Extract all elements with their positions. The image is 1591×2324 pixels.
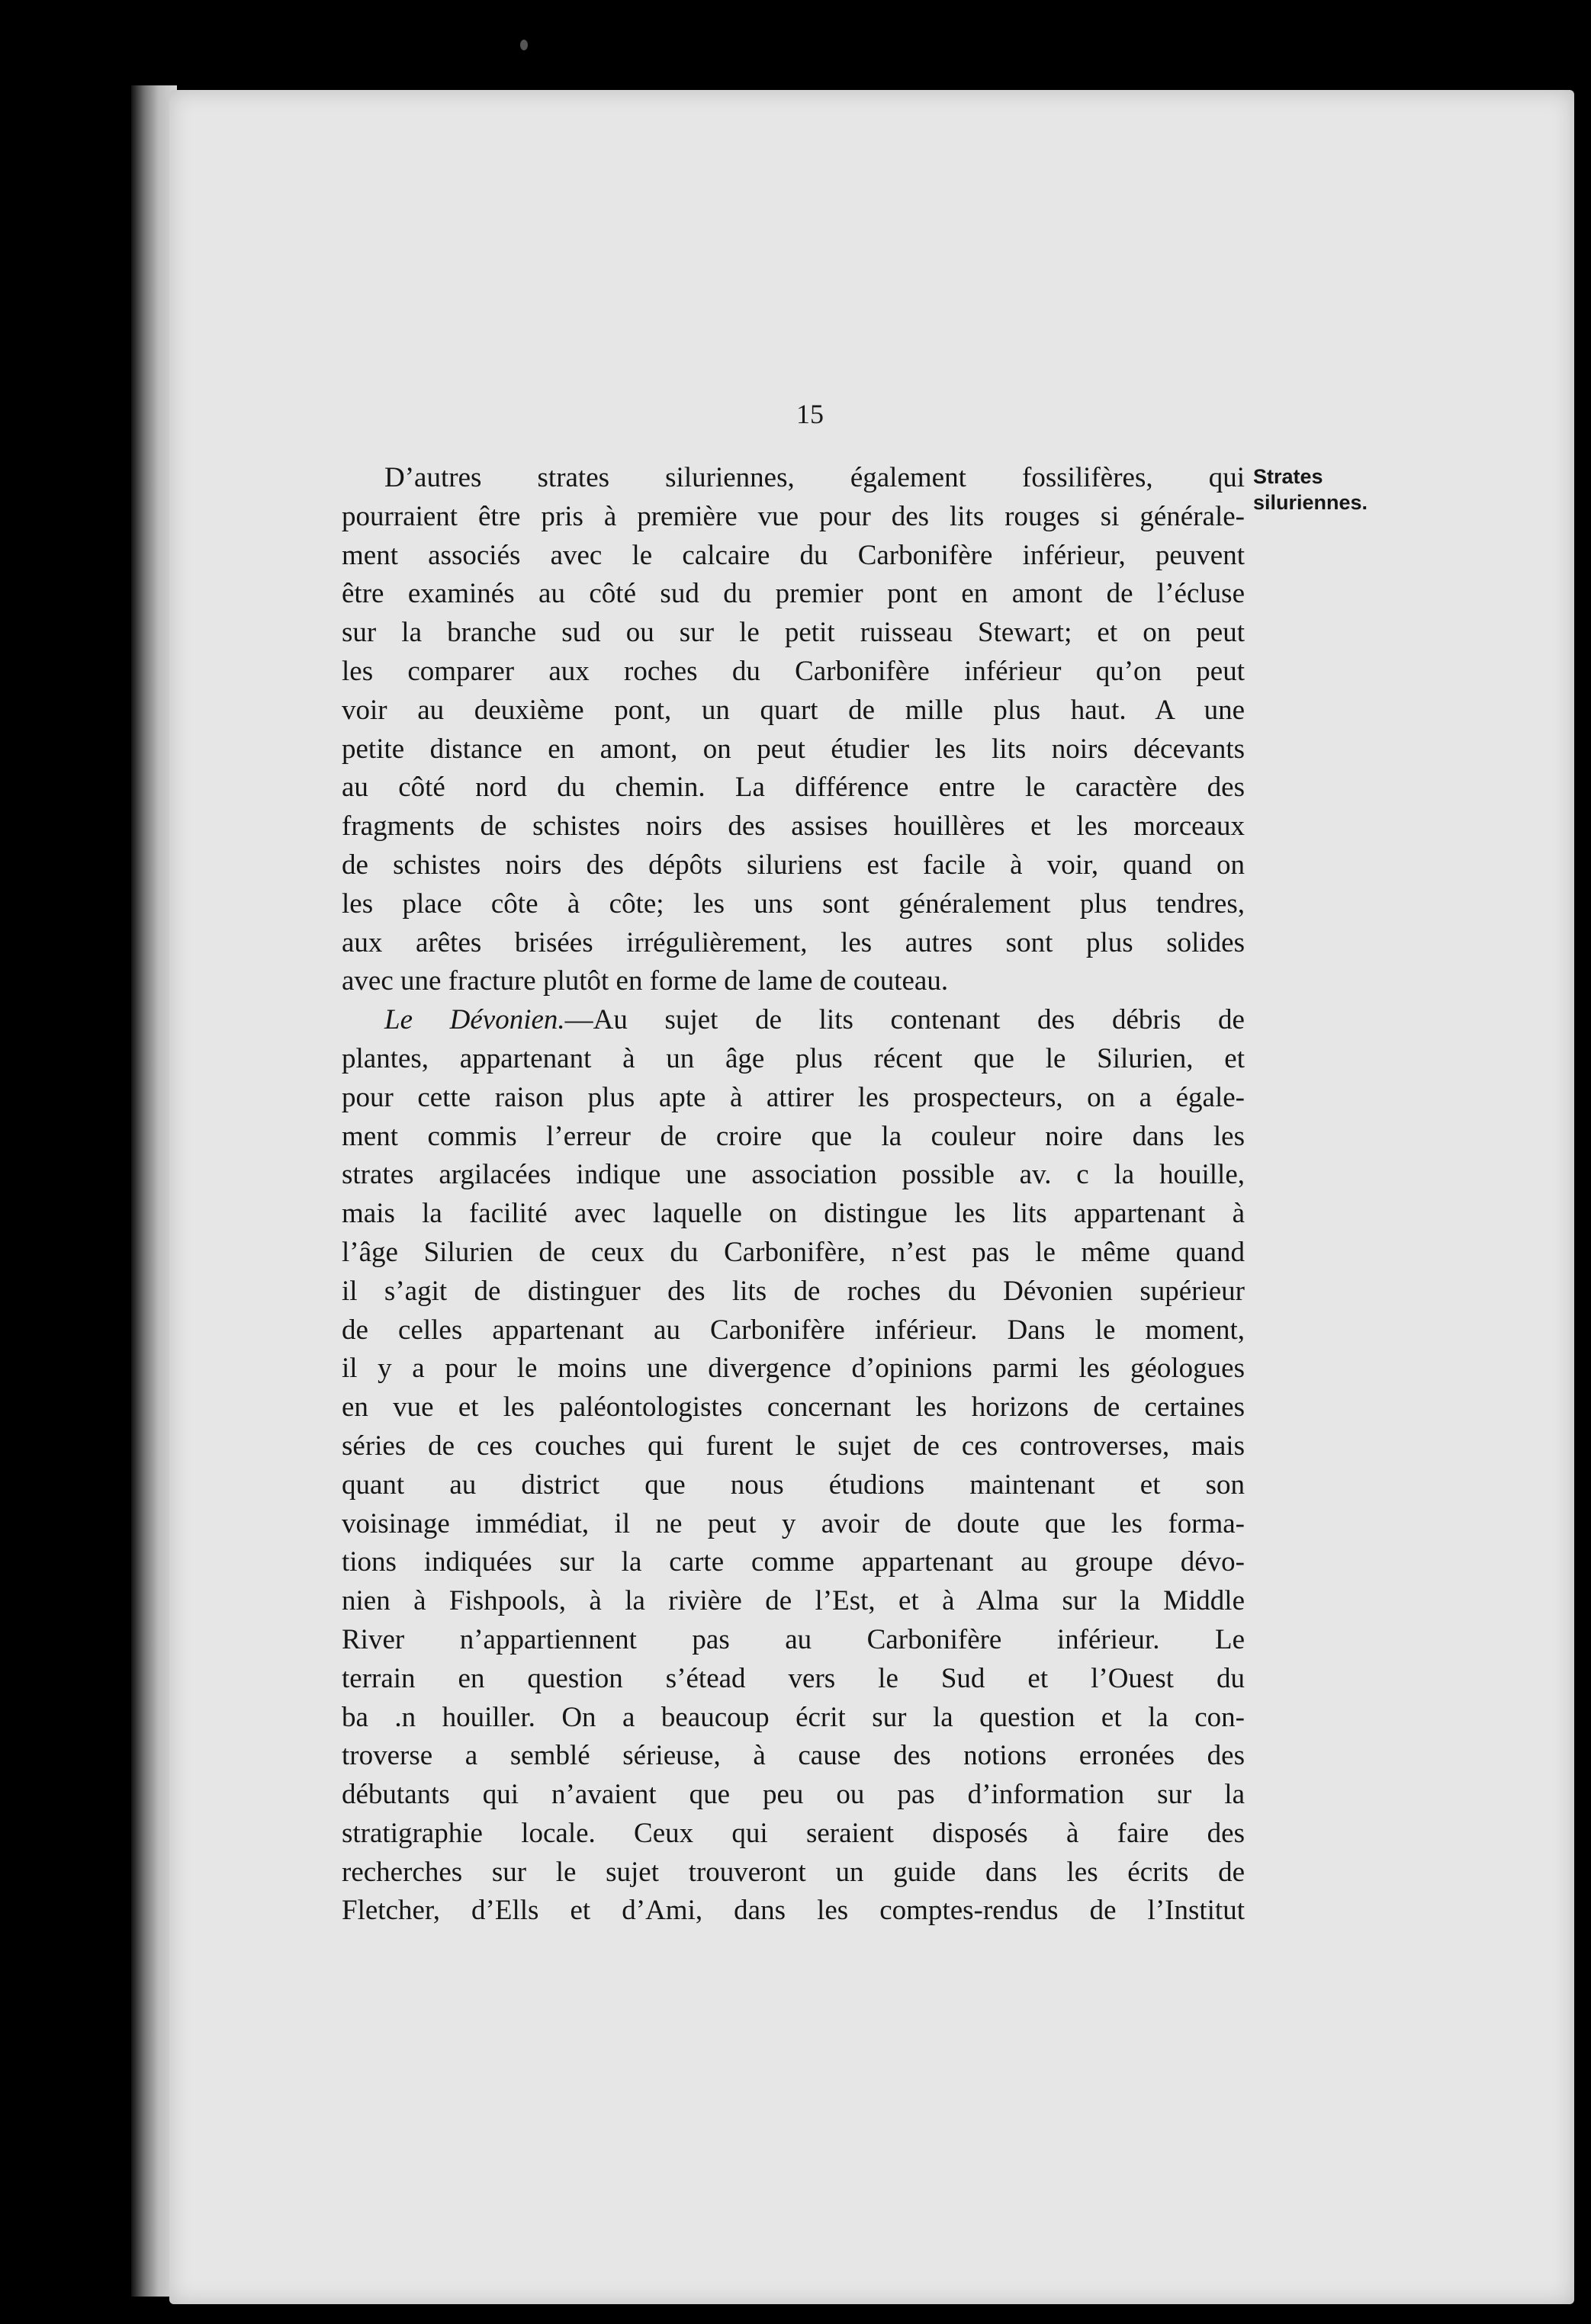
text-line: plantes, appartenant à un âge plus récent que le Silurien, et [342,1042,1245,1074]
text-line: séries de ces couches qui furent le sujet de ces controverses, mais [342,1430,1245,1462]
text-line: fragments de schistes noirs des assises houillères et les morceaux [342,811,1245,843]
section-first-line [342,1001,1245,1040]
text-line: D’autres strates siluriennes, également fossilifères, qui [384,462,1245,493]
text-line: quant au district que nous étudions maintenant et son [342,1469,1245,1501]
text-line: les place côte à côte; les uns sont généralement plus tendres, [342,888,1245,920]
text-line: recherches sur le sujet trouveront un guide dans les écrits de [342,1856,1245,1888]
text-line: au côté nord du chemin. La différence entre le caractère des [342,772,1245,804]
text-line: pourraient être pris à première vue pour des lits rouges si générale- [342,500,1245,532]
text-line: voir au deuxième pont, un quart de mille plus haut. A une [342,694,1245,726]
text-line: River n’appartiennent pas au Carbonifère inférieur. Le [342,1623,1245,1655]
text-line: voisinage immédiat, il ne peut y avoir de doute que les forma- [342,1507,1245,1539]
text-line: stratigraphie locale. Ceux qui seraient disposés à faire des [342,1817,1245,1849]
text-line: petite distance en amont, on peut étudier les lits noirs décevants [342,733,1245,765]
text-line: les comparer aux roches du Carbonifère inférieur qu’on peut [342,655,1245,687]
dust-speck [520,40,528,50]
text-line: sur la branche sud ou sur le petit ruisseau Stewart; et on peut [342,617,1245,649]
text-line: aux arêtes brisées irrégulièrement, les autres sont plus solides [342,926,1245,958]
text-line: strates argilacées indique une association possible av. c la houille, [342,1159,1245,1191]
text-line: l’âge Silurien de ceux du Carbonifère, n’est pas le même quand [342,1236,1245,1268]
margin-note [1253,464,1368,515]
text-line: terrain en question s’étead vers le Sud et l’Ouest du [342,1662,1245,1694]
text-line: de schistes noirs des dépôts siluriens est facile à voir, quand on [342,849,1245,881]
text-line: nien à Fishpools, à la rivière de l’Est, et à Alma sur la Middle [342,1585,1245,1617]
text-line: tions indiquées sur la carte comme appartenant au groupe dévo- [342,1546,1245,1578]
margin-note-line: siluriennes. [1253,491,1368,514]
text-line: débutants qui n’avaient que peu ou pas d’information sur la [342,1779,1245,1811]
text-line: pour cette raison plus apte à attirer les prospecteurs, on a égale- [342,1081,1245,1113]
text-line: ment commis l’erreur de croire que la couleur noire dans les [342,1120,1245,1152]
text-line: être examinés au côté sud du premier pont en amont de l’écluse [342,578,1245,610]
section-heading: Le Dévonien. [384,1004,565,1036]
page-number: 15 [796,399,824,429]
text-line: troverse a semblé sérieuse, à cause des notions erronées des [342,1740,1245,1772]
text-line: il s’agit de distinguer des lits de roches du Dévonien supérieur [342,1275,1245,1307]
text-line: il y a pour le moins une divergence d’opinions parmi les géologues [342,1353,1245,1385]
text-line: avec une fracture plutôt en forme de lame de couteau. [342,965,949,997]
text-line: Fletcher, d’Ells et d’Ami, dans les comptes-rendus de l’Institut [342,1895,1245,1927]
text-line: ment associés avec le calcaire du Carbonifère inférieur, peuvent [342,539,1245,571]
body-text [342,459,1245,1931]
text-line: en vue et les paléontologistes concernant les horizons de certaines [342,1392,1245,1424]
margin-note-line: Strates [1253,465,1323,488]
section-first-line-text: —Au sujet de lits contenant des débris de [564,1004,1245,1036]
text-line: mais la facilité avec laquelle on distingue les lits appartenant à [342,1198,1245,1230]
text-line: ba .n houiller. On a beaucoup écrit sur la question et la con- [342,1701,1245,1733]
text-line: de celles appartenant au Carbonifère inférieur. Dans le moment, [342,1314,1245,1346]
